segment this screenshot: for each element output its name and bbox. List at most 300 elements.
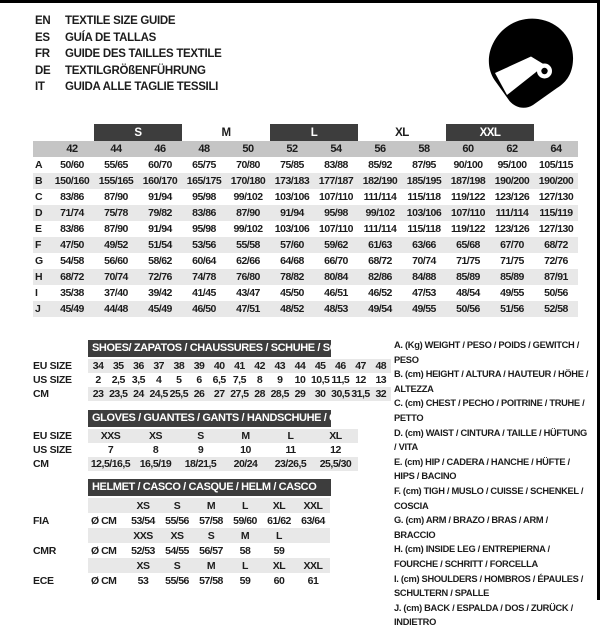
value-cell: 61/62	[267, 514, 291, 527]
value-cell: 31,5	[351, 388, 370, 400]
value-cell: 63/66	[402, 237, 446, 253]
row-label: E	[35, 223, 42, 235]
value-cell: 24	[128, 387, 148, 401]
value-cell: 111/114	[363, 191, 397, 203]
value-cell: 46/52	[368, 287, 392, 299]
value-cell: 20/24	[223, 457, 268, 471]
value-cell: 119/122	[451, 191, 485, 203]
language-code: EN	[35, 15, 51, 27]
value-cell: 40	[209, 359, 229, 373]
value-cell: 111/114	[490, 205, 534, 221]
value-cell: 87/90	[104, 191, 128, 203]
table-row	[33, 443, 358, 457]
value-cell: 12,5/16,5	[88, 457, 133, 471]
value-cell: 173/183	[270, 173, 314, 189]
value-cell: 85/92	[368, 159, 392, 171]
table-row	[33, 573, 330, 588]
value-cell: 30,5	[331, 388, 350, 400]
value-cell: 53/56	[182, 237, 226, 253]
value-cell: 76/80	[226, 269, 270, 285]
value-cell: 95/98	[192, 223, 216, 235]
language-row	[35, 46, 222, 63]
table-row	[33, 543, 330, 558]
value-cell: 4	[155, 374, 162, 386]
value-cell: 70/80	[236, 159, 260, 171]
value-cell: 83/86	[60, 223, 84, 235]
unit-label	[88, 528, 126, 543]
language-row	[35, 79, 222, 96]
value-cell: 182/190	[358, 173, 402, 189]
measurement-row	[33, 301, 578, 317]
value-cell: 115/118	[407, 223, 441, 235]
value-cell: 103/106	[402, 205, 446, 221]
value-cell: 74/78	[182, 269, 226, 285]
size-number-cell: 44	[94, 141, 138, 157]
value-cell: 46/50	[182, 301, 226, 317]
value-cell: 16,5/19	[133, 457, 178, 471]
value-cell: 65/75	[192, 159, 216, 171]
row-label: I	[35, 287, 38, 299]
row-label: ECE	[33, 574, 54, 587]
value-cell: 72/76	[544, 255, 568, 267]
value-cell: 95/100	[497, 159, 527, 171]
size-number-cell: 60	[446, 141, 490, 157]
value-cell: 57/60	[270, 237, 314, 253]
value-cell: 50/56	[446, 301, 490, 317]
shoes-section-title: SHOES/ ZAPATOS / CHAUSSURES / SCHUHE / SCARPE	[88, 340, 331, 357]
row-label: H	[33, 269, 50, 285]
value-cell: 44	[290, 359, 310, 373]
value-cell: 55/56	[165, 514, 189, 527]
table-row	[33, 513, 330, 528]
value-cell: 99/102	[233, 191, 263, 203]
value-cell: 41/45	[192, 287, 216, 299]
value-cell: 10	[294, 374, 306, 386]
gloves-section	[33, 410, 369, 471]
value-cell: 39/42	[148, 287, 172, 299]
value-cell: 72/76	[138, 269, 182, 285]
measurement-row	[33, 173, 578, 189]
value-cell: 123/126	[494, 191, 530, 203]
spacer-cell	[33, 141, 50, 157]
value-cell: 119/122	[451, 223, 485, 235]
value-cell: 47/51	[226, 301, 270, 317]
value-cell: 68/72	[50, 269, 94, 285]
size-number-cell: 50	[226, 141, 270, 157]
value-cell: 170/180	[226, 173, 270, 189]
value-cell: 103/106	[274, 223, 310, 235]
value-cell: 54/58	[60, 255, 84, 267]
value-cell: 59/60	[233, 514, 257, 527]
value-cell: 9	[277, 374, 283, 386]
value-cell: L	[262, 528, 296, 543]
value-cell: 83/86	[60, 191, 84, 203]
value-cell: 37	[149, 359, 169, 373]
value-cell: 177/187	[314, 173, 358, 189]
measurement-row	[33, 237, 578, 253]
value-cell: 35/38	[60, 287, 84, 299]
value-cell: 8	[256, 374, 263, 386]
table-row	[33, 457, 358, 471]
unit-label	[88, 558, 126, 573]
value-cell: 24,5	[149, 388, 168, 400]
value-cell: XXS	[88, 429, 133, 443]
size-number-cell: 58	[402, 141, 446, 157]
value-cell: 26	[189, 387, 209, 401]
size-number-cell: 62	[490, 141, 534, 157]
measurement-row	[33, 157, 578, 173]
value-cell: 107/110	[319, 191, 353, 203]
value-cell: 52/58	[534, 301, 578, 317]
value-cell: 90/100	[453, 159, 483, 171]
language-title: TEXTILGRÖßENFÜHRUNG	[65, 64, 206, 77]
value-cell: 59	[273, 544, 285, 557]
legend-item: I. (cm) SHOULDERS / HOMBROS / ÉPAULES / SCHULTERN / SPALLE	[394, 573, 584, 599]
spacer-cell	[50, 124, 94, 141]
row-label: EU SIZE	[33, 430, 72, 442]
value-cell: 187/198	[446, 173, 490, 189]
value-cell: 45/50	[280, 287, 304, 299]
value-cell: 38	[169, 359, 189, 373]
value-cell: 67/70	[490, 237, 534, 253]
value-cell: 65/68	[446, 237, 490, 253]
value-cell: 18/21,5	[178, 457, 223, 471]
value-cell: 27	[209, 387, 229, 401]
value-cell: S	[194, 528, 228, 543]
value-cell: 53/54	[131, 514, 155, 527]
value-cell: 115/118	[407, 191, 441, 203]
language-title: GUIDA ALLE TAGLIE TESSILI	[65, 81, 219, 93]
value-cell: 123/126	[494, 223, 530, 235]
value-cell: 44/48	[94, 301, 138, 317]
unit-label: Ø CM	[91, 544, 117, 557]
value-cell: 58	[239, 544, 251, 557]
language-title: GUÍA DE TALLAS	[65, 31, 156, 44]
value-cell: 150/160	[50, 173, 94, 189]
value-cell: 43	[270, 359, 290, 373]
value-cell: 57/58	[199, 514, 223, 527]
measurement-row	[33, 253, 578, 269]
value-cell: 48/53	[314, 301, 358, 317]
value-cell: 46/51	[324, 287, 348, 299]
row-label: CM	[33, 388, 49, 400]
legend-item: E. (cm) HIP / CADERA / HANCHE / HÜFTE / HIPS / BACINO	[394, 456, 570, 482]
value-cell: 49/55	[402, 301, 446, 317]
value-cell: 83/88	[324, 159, 348, 171]
value-cell: L	[268, 429, 313, 443]
value-cell: 71/75	[456, 255, 480, 267]
shoes-section	[33, 340, 391, 401]
value-cell: S	[160, 558, 194, 573]
value-cell: 107/110	[446, 205, 490, 221]
value-cell: 55/58	[226, 237, 270, 253]
helmet-section-title: HELMET / CASCO / CASQUE / HELM / CASCO	[88, 479, 331, 496]
unit-label: Ø CM	[91, 574, 117, 587]
language-title: TEXTILE SIZE GUIDE	[65, 15, 176, 27]
size-number-cell: 46	[138, 141, 182, 157]
value-cell: 85/89	[490, 269, 534, 285]
measurement-row	[33, 221, 578, 237]
value-cell: 68/72	[368, 255, 392, 267]
value-cell: 2,5	[111, 374, 125, 386]
value-cell: 75/85	[280, 159, 304, 171]
value-cell: 50/60	[60, 159, 84, 171]
size-number-cell: 56	[358, 141, 402, 157]
value-cell: 54/55	[165, 544, 189, 557]
table-row	[33, 359, 391, 373]
value-cell: S	[160, 498, 194, 513]
value-cell: 7,5	[232, 374, 246, 386]
measurement-row	[33, 269, 578, 285]
value-cell: 48/52	[270, 301, 314, 317]
legend-item: H. (cm) INSIDE LEG / ENTREPIERNA / FOURCHE / SCHRITT / FORCELLA	[394, 544, 550, 569]
value-cell: 60/70	[148, 159, 172, 171]
value-cell: M	[194, 558, 228, 573]
legend-item: G. (cm) ARM / BRAZO / BRAS / ARM / BRACCIO	[394, 515, 548, 540]
helmet-section	[33, 479, 331, 588]
value-cell: 60	[273, 574, 285, 587]
value-cell: 91/94	[148, 191, 172, 203]
legend-item: A. (Kg) WEIGHT / PESO / POIDS / GEWITCH / PESO	[394, 340, 580, 365]
table-row	[33, 373, 391, 387]
table-row	[33, 387, 391, 401]
value-cell: 23,5	[109, 388, 128, 400]
value-cell: 61	[307, 574, 319, 587]
value-cell: L	[228, 498, 262, 513]
unit-label: Ø CM	[91, 514, 117, 527]
value-cell: 51/56	[490, 301, 534, 317]
size-number-cell: 54	[314, 141, 358, 157]
language-header	[35, 13, 222, 96]
value-cell: 35	[108, 359, 128, 373]
value-cell: 27,5	[230, 388, 249, 400]
helmet-icon	[481, 13, 581, 113]
table-row	[33, 429, 358, 443]
value-cell: XS	[133, 429, 178, 443]
value-cell: 45	[310, 359, 330, 373]
size-number-cell: 52	[270, 141, 314, 157]
value-cell: 43/47	[236, 287, 260, 299]
value-cell: 95/98	[314, 205, 358, 221]
value-cell: 39	[189, 359, 209, 373]
value-cell: 71/74	[50, 205, 94, 221]
value-cell: 49/55	[500, 287, 524, 299]
language-row	[35, 13, 222, 30]
row-label: CMR	[33, 544, 57, 557]
value-cell: 87/90	[226, 205, 270, 221]
value-cell: 53	[137, 574, 149, 587]
value-cell: 56/60	[104, 255, 128, 267]
row-label: D	[33, 205, 50, 221]
size-band-l: L	[270, 124, 358, 141]
value-cell: 47/50	[50, 237, 94, 253]
table-row	[33, 558, 330, 573]
value-cell: XXL	[296, 558, 330, 573]
value-cell: 87/90	[104, 223, 128, 235]
value-cell: 66/70	[324, 255, 348, 267]
size-band-xxl: XXL	[446, 124, 534, 141]
value-cell: 78/82	[270, 269, 314, 285]
value-cell: 82/86	[358, 269, 402, 285]
value-cell: 29	[290, 387, 310, 401]
size-number-cell: 42	[50, 141, 94, 157]
value-cell: XL	[313, 429, 358, 443]
value-cell: 91/94	[270, 205, 314, 221]
value-cell: 50/56	[544, 287, 568, 299]
legend-item: J. (cm) BACK / ESPALDA / DOS / ZURÜCK / INDIETRO	[394, 602, 573, 628]
value-cell: XS	[126, 498, 160, 513]
language-code: ES	[35, 31, 50, 44]
value-cell: S	[178, 429, 223, 443]
value-cell: 56/57	[199, 544, 223, 557]
value-cell: 11	[285, 444, 296, 456]
value-cell: 45/49	[50, 301, 94, 317]
value-cell: 41	[229, 359, 249, 373]
size-number-cell: 48	[182, 141, 226, 157]
value-cell: 49/54	[358, 301, 402, 317]
value-cell: 190/200	[490, 173, 534, 189]
value-cell: 127/130	[538, 223, 574, 235]
value-cell: 5	[176, 374, 182, 386]
value-cell: 2	[95, 374, 101, 386]
value-cell: 79/82	[138, 205, 182, 221]
row-label	[33, 528, 88, 543]
value-cell: 60/64	[192, 255, 216, 267]
value-cell: M	[223, 429, 268, 443]
value-cell: 99/102	[358, 205, 402, 221]
value-cell: 63/64	[301, 514, 325, 527]
value-cell	[296, 543, 330, 558]
value-cell: 30	[310, 387, 330, 401]
value-cell: XL	[262, 498, 296, 513]
spacer-cell	[534, 124, 578, 141]
value-cell: 160/170	[138, 173, 182, 189]
value-cell: 23/26,5	[268, 457, 313, 471]
value-cell: 87/95	[412, 159, 436, 171]
value-cell: 7	[107, 444, 114, 456]
language-row	[35, 63, 222, 80]
value-cell: 84/88	[402, 269, 446, 285]
value-cell: 185/195	[402, 173, 446, 189]
legend-item: F. (cm) TIGH / MUSLO / CUISSE / SCHENKEL / COSCIA	[394, 485, 584, 511]
row-label	[33, 498, 88, 513]
spacer-cell	[33, 124, 50, 141]
language-code: DE	[35, 64, 51, 77]
legend-item: D. (cm) WAIST / CINTURA / TAILLE / HÜFTUNG / VITA	[394, 427, 587, 453]
legend-item: C. (cm) CHEST / PECHO / POITRINE / TRUHE / PETTO	[394, 398, 585, 423]
value-cell: 85/89	[446, 269, 490, 285]
row-label: US SIZE	[33, 444, 72, 456]
value-cell: 61/63	[358, 237, 402, 253]
value-cell: 57/58	[199, 574, 223, 587]
value-cell: 115/119	[534, 205, 578, 221]
size-number-cell: 64	[534, 141, 578, 157]
language-title: GUIDE DES TAILLES TEXTILE	[65, 48, 222, 60]
value-cell: 28	[250, 387, 270, 401]
legend-item: B. (cm) HEIGHT / ALTURA / HAUTEUR / HÖHE / ALTEZZA	[394, 369, 589, 394]
value-cell: 8	[152, 444, 159, 456]
value-cell: 64/68	[280, 255, 304, 267]
unit-label	[88, 498, 126, 513]
row-label: F	[33, 237, 50, 253]
value-cell: 59	[239, 574, 251, 587]
value-cell: 59/62	[314, 237, 358, 253]
value-cell: 155/165	[94, 173, 138, 189]
language-row	[35, 30, 222, 47]
measurement-row	[33, 285, 578, 301]
value-cell: 165/175	[182, 173, 226, 189]
value-cell: XXL	[296, 498, 330, 513]
value-cell: 190/200	[534, 173, 578, 189]
value-cell: 47	[350, 359, 370, 373]
value-cell: 12	[330, 444, 341, 456]
value-cell: L	[228, 558, 262, 573]
value-cell: 12	[355, 374, 366, 386]
value-cell: 127/130	[538, 191, 574, 203]
row-label: FIA	[33, 514, 50, 527]
value-cell: 45/49	[138, 301, 182, 317]
value-cell: 25,5/30	[313, 457, 358, 471]
value-cell: 48/54	[456, 287, 480, 299]
row-label: EU SIZE	[33, 360, 72, 372]
row-label	[33, 558, 88, 573]
value-cell: 6,5	[212, 374, 226, 386]
size-band-s: S	[94, 124, 182, 141]
value-cell: 47/53	[412, 287, 436, 299]
size-number-row	[33, 141, 578, 157]
value-cell: 70/74	[94, 269, 138, 285]
value-cell: 52/53	[131, 544, 155, 557]
row-label: G	[35, 255, 43, 267]
size-band-m: M	[221, 126, 231, 139]
value-cell: 28,5	[270, 388, 289, 400]
value-cell: 55/65	[104, 159, 128, 171]
value-cell: XXS	[126, 528, 160, 543]
measurement-legend	[394, 338, 591, 630]
value-cell: 62/66	[236, 255, 260, 267]
row-label: J	[33, 301, 50, 317]
value-cell: 11,5	[331, 374, 350, 386]
language-code: IT	[35, 81, 45, 93]
value-cell: 42	[250, 359, 270, 373]
value-cell: 49/52	[94, 237, 138, 253]
value-cell: 70/74	[412, 255, 436, 267]
value-cell: 111/114	[363, 223, 397, 235]
value-cell: 75/78	[94, 205, 138, 221]
value-cell: XL	[262, 558, 296, 573]
table-row	[33, 498, 330, 513]
textile-size-table	[33, 124, 578, 317]
language-code: FR	[35, 48, 50, 60]
value-cell: 9	[197, 444, 204, 456]
row-label: A	[35, 159, 43, 171]
value-cell: 48	[371, 359, 391, 373]
value-cell: M	[228, 528, 262, 543]
value-cell: 87/91	[534, 269, 578, 285]
row-label: C	[35, 191, 43, 203]
value-cell: 32	[371, 387, 391, 401]
value-cell: 3,5	[131, 374, 146, 386]
value-cell: 51/54	[138, 237, 182, 253]
value-cell: 10	[240, 444, 251, 456]
row-label: US SIZE	[33, 374, 72, 386]
measurement-row	[33, 189, 578, 205]
value-cell: 6	[196, 374, 202, 386]
value-cell: 105/115	[539, 159, 573, 171]
value-cell: 13	[375, 374, 387, 386]
value-cell: 34	[88, 359, 108, 373]
size-band-xl: XL	[395, 126, 409, 139]
